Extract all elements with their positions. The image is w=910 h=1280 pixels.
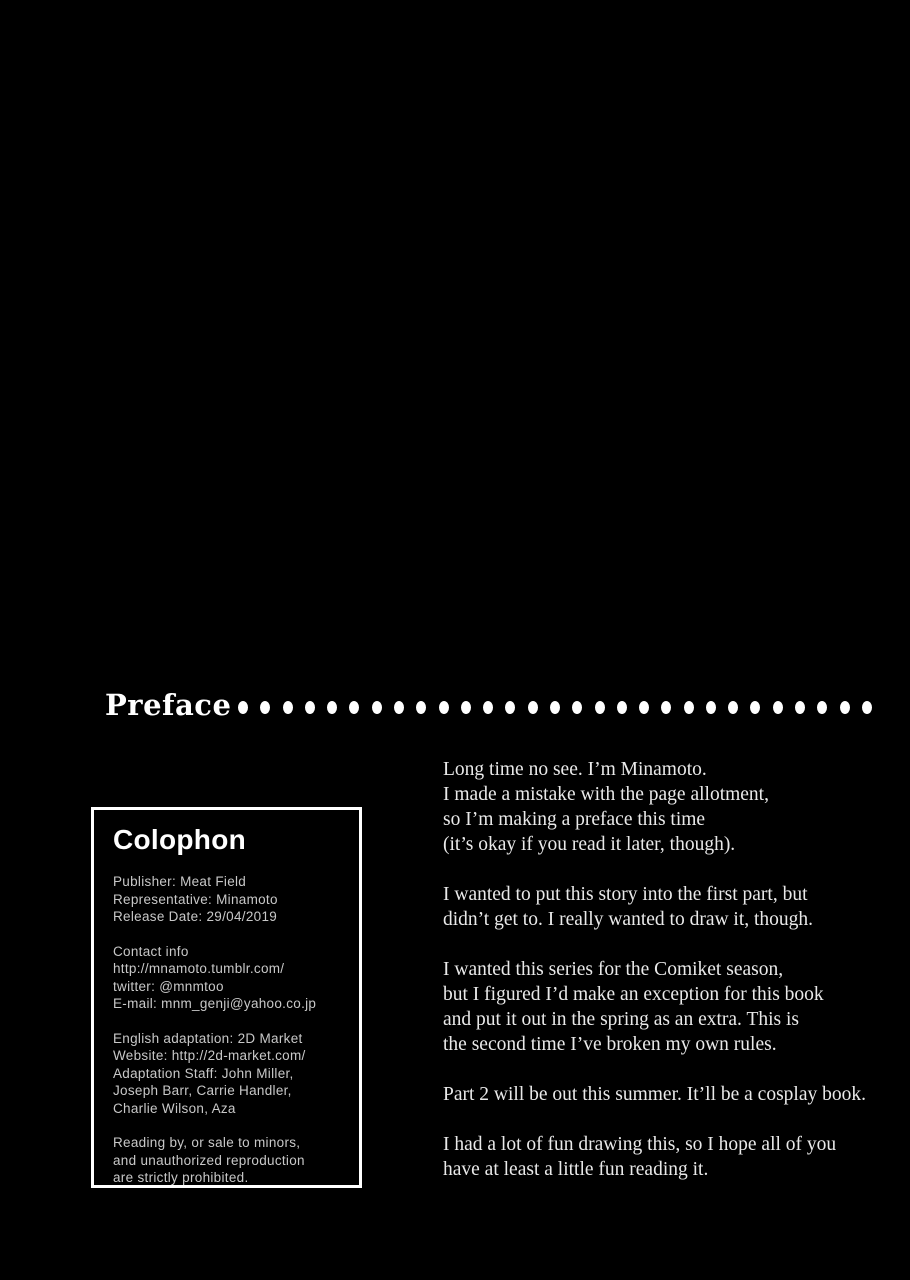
paragraph-line: have at least a little fun reading it. (443, 1159, 709, 1180)
dot (260, 701, 270, 714)
paragraph-line: I made a mistake with the page allotment, (443, 784, 769, 805)
dot (416, 701, 426, 714)
dot (795, 701, 805, 714)
dot (750, 701, 760, 714)
paragraph-line: I wanted this series for the Comiket season, (443, 959, 784, 980)
paragraph-line: and put it out in the spring as an extra. This is (443, 1009, 800, 1030)
paragraph-line: the second time I’ve broken my own rules. (443, 1034, 777, 1055)
representative-line: Representative: Minamoto (113, 891, 278, 907)
tumblr-url-text: http://mnamoto.tumblr.com/ (113, 961, 285, 976)
paragraph-line: but I figured I’d make an exception for this book (443, 984, 824, 1005)
colophon-title: Colophon (113, 824, 247, 855)
dot (706, 701, 716, 714)
preface-heading: Preface (105, 688, 232, 722)
dot (684, 701, 694, 714)
dot (238, 701, 248, 714)
dot (862, 701, 872, 714)
staff-line-2: Joseph Barr, Carrie Handler, (113, 1083, 292, 1098)
dot-row-divider (238, 700, 872, 714)
dot (550, 701, 560, 714)
preface-paragraph-3 (443, 957, 903, 1057)
colophon-adaptation-section (113, 1030, 345, 1118)
colophon-box (91, 807, 362, 1188)
dot (439, 701, 449, 714)
twitter-handle-text: twitter: @mnmtoo (113, 978, 224, 994)
paragraph-line: Part 2 will be out this summer. It’ll be a cosplay book. (443, 1084, 866, 1105)
contact-info-label: Contact info (113, 943, 189, 959)
publisher-line: Publisher: Meat Field (113, 874, 247, 889)
dot (728, 701, 738, 714)
dot (461, 701, 471, 714)
dot (305, 701, 315, 714)
preface-paragraph-4 (443, 1082, 903, 1107)
dot (394, 701, 404, 714)
dot (327, 701, 337, 714)
staff-line-1: Adaptation Staff: John Miller, (113, 1065, 294, 1081)
legal-line-3: are strictly prohibited. (113, 1170, 249, 1185)
dot (773, 701, 783, 714)
paragraph-line: so I’m making a preface this time (443, 809, 706, 830)
release-date-line: Release Date: 29/04/2019 (113, 909, 278, 924)
colophon-contact-section (113, 943, 345, 1013)
preface-paragraph-1 (443, 757, 903, 857)
preface-paragraph-5 (443, 1132, 903, 1182)
legal-line-1: Reading by, or sale to minors, (113, 1135, 301, 1150)
paragraph-line: didn’t get to. I really wanted to draw it, though. (443, 909, 814, 930)
staff-line-3: Charlie Wilson, Aza (113, 1100, 236, 1116)
colophon-publisher-section (113, 873, 345, 926)
legal-line-2: and unauthorized reproduction (113, 1152, 305, 1168)
dot (840, 701, 850, 714)
dot (639, 701, 649, 714)
dot (572, 701, 582, 714)
preface-body-text (443, 757, 903, 1207)
colophon-legal-section (113, 1134, 345, 1187)
dot (661, 701, 671, 714)
dot (528, 701, 538, 714)
dot (505, 701, 515, 714)
paragraph-line: I had a lot of fun drawing this, so I hope all of you (443, 1134, 837, 1155)
dot (595, 701, 605, 714)
dot (617, 701, 627, 714)
email-text: E-mail: mnm_genji@yahoo.co.jp (113, 996, 317, 1011)
paragraph-line: Long time no see. I’m Minamoto. (443, 759, 707, 780)
dot (817, 701, 827, 714)
paragraph-line: (it’s okay if you read it later, though). (443, 834, 736, 855)
dot (372, 701, 382, 714)
paragraph-line: I wanted to put this story into the first part, but (443, 884, 808, 905)
website-url-text: Website: http://2d-market.com/ (113, 1048, 306, 1063)
dot (283, 701, 293, 714)
dot (483, 701, 493, 714)
preface-paragraph-2 (443, 882, 903, 932)
adaptation-line: English adaptation: 2D Market (113, 1030, 303, 1046)
dot (349, 701, 359, 714)
